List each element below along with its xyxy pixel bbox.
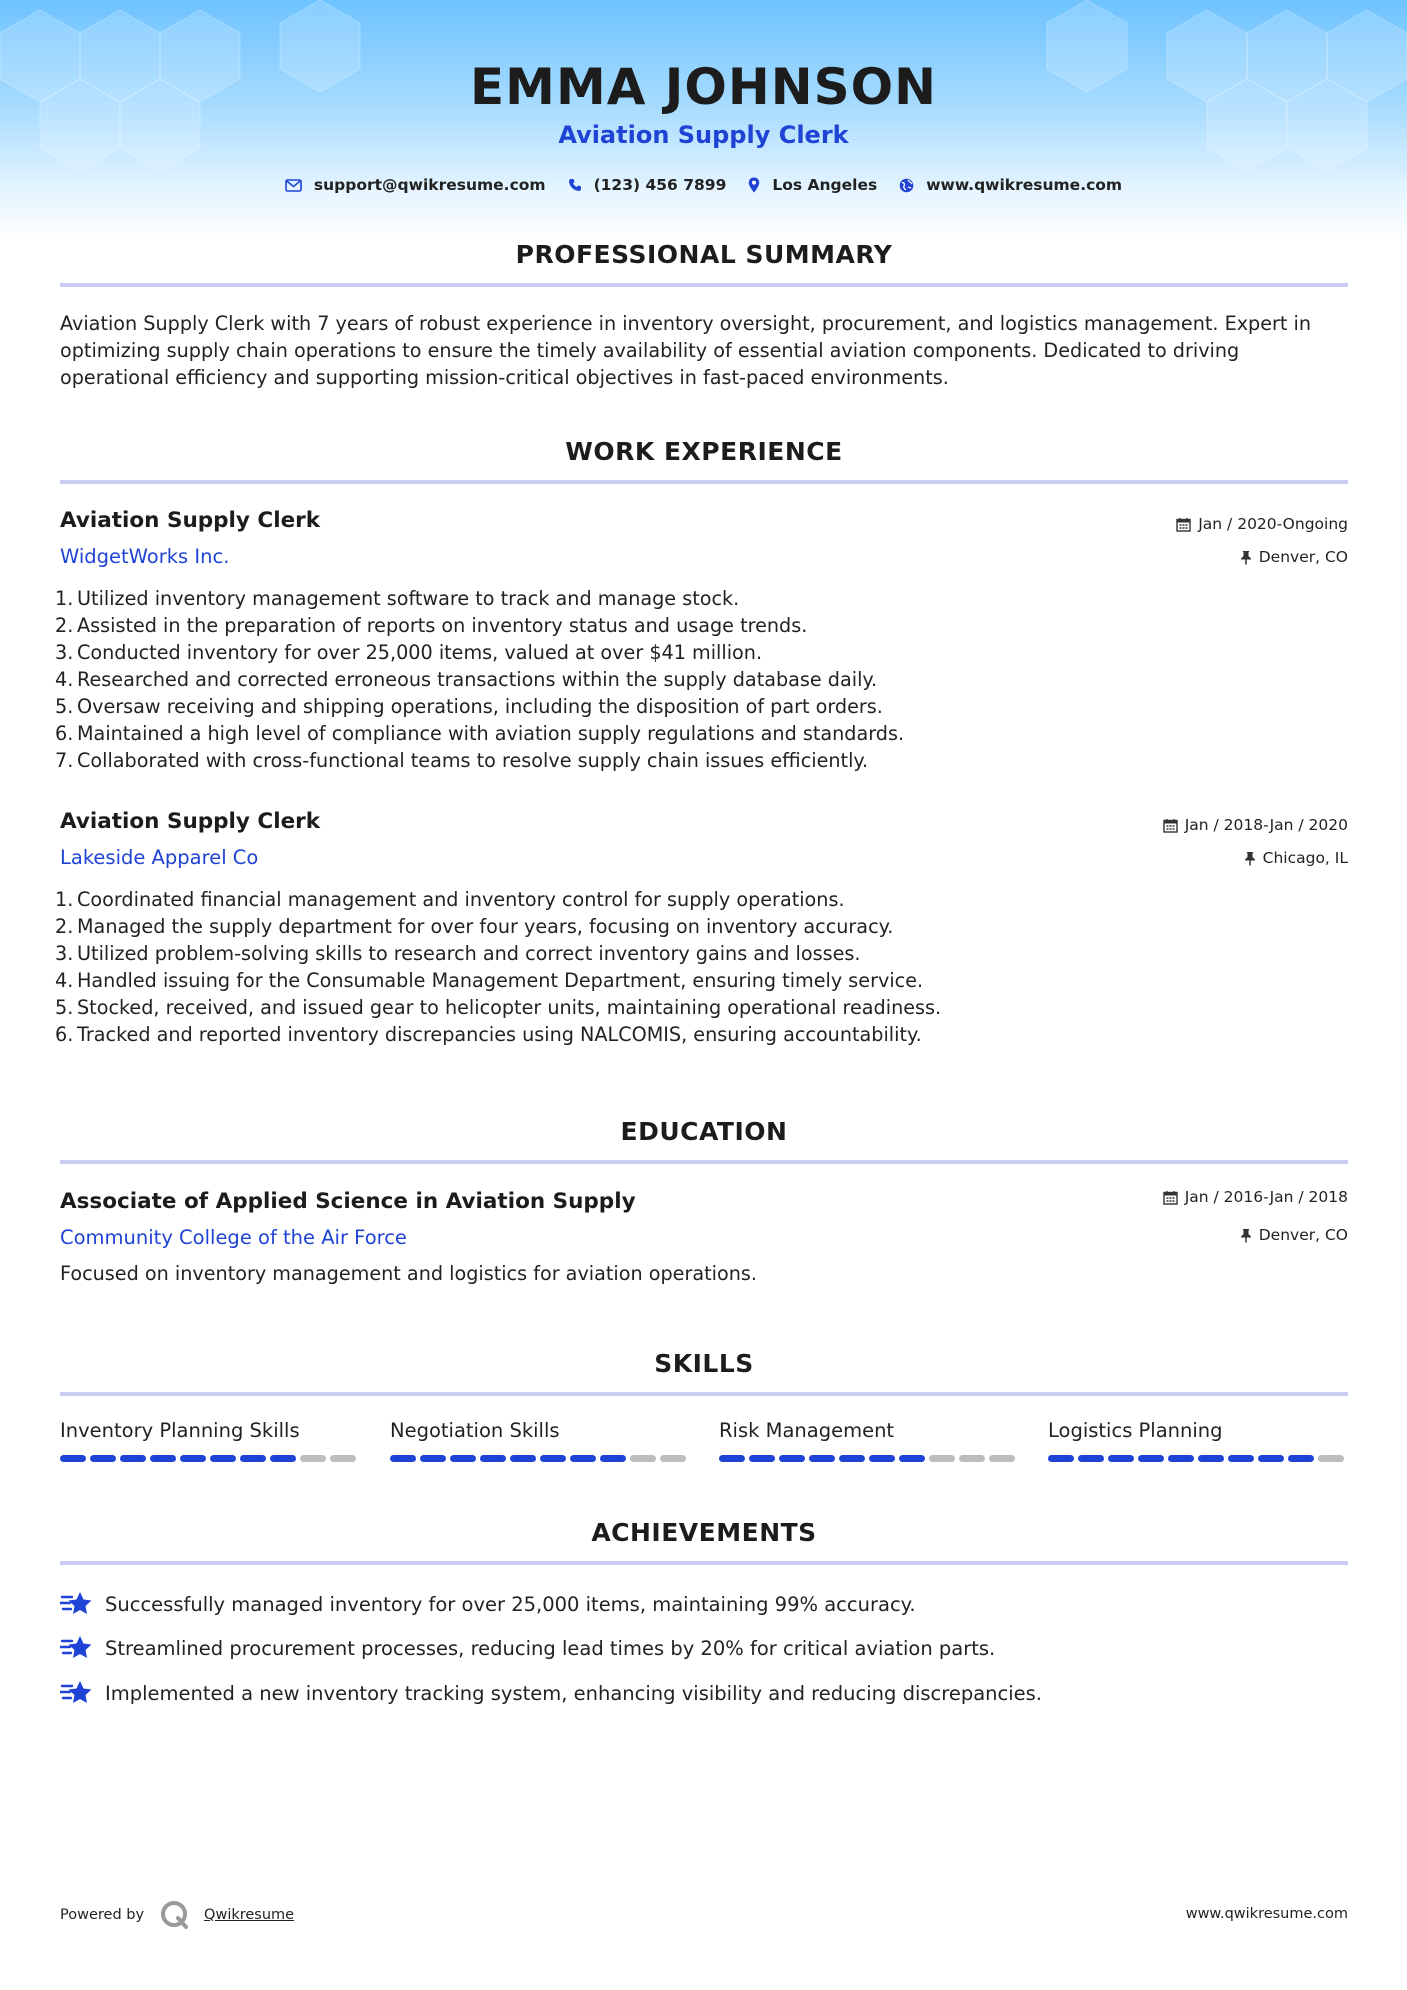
star-icon — [60, 1678, 94, 1708]
summary-divider — [60, 283, 1348, 287]
skill-name: Risk Management — [719, 1419, 895, 1442]
skill-segment-empty — [630, 1455, 656, 1462]
skill-segment-filled — [540, 1455, 566, 1462]
bullet-text: Coordinated financial management and inventory control for supply operations. — [77, 888, 845, 911]
education-location-text: Denver, CO — [1258, 1226, 1348, 1244]
list-item: 6. Tracked and reported inventory discrepancies using NALCOMIS, ensuring accountability. — [55, 1023, 922, 1046]
achievement-text: Streamlined procurement processes, reducing lead times by 20% for critical aviation parts. — [105, 1636, 996, 1660]
education-dates-text: Jan / 2016-Jan / 2018 — [1184, 1188, 1348, 1206]
skill-segment-filled — [420, 1455, 446, 1462]
skill-segment-filled — [779, 1455, 805, 1462]
contact-bar — [0, 173, 1407, 197]
skill-segment-filled — [809, 1455, 835, 1462]
contact-phone[interactable] — [568, 176, 727, 194]
star-icon — [60, 1589, 94, 1619]
contact-website[interactable] — [899, 176, 1122, 194]
job-title: Aviation Supply Clerk — [60, 809, 321, 834]
skill-segment-filled — [180, 1455, 206, 1462]
job-dates — [1163, 816, 1348, 834]
skill-item — [390, 1419, 690, 1462]
list-item: 1. Coordinated financial management and inventory control for supply operations. — [55, 888, 845, 911]
skill-segment-filled — [1048, 1455, 1074, 1462]
skills-divider — [60, 1392, 1348, 1396]
skill-segment-filled — [899, 1455, 925, 1462]
skill-segment-filled — [1258, 1455, 1284, 1462]
skill-segment-filled — [869, 1455, 895, 1462]
skill-level-bar — [1048, 1455, 1348, 1462]
skill-segment-filled — [270, 1455, 296, 1462]
list-item: 5. Stocked, received, and issued gear to helicopter units, maintaining operational readiness. — [55, 996, 942, 1019]
skill-level-bar — [719, 1455, 1019, 1462]
envelope-icon — [285, 179, 302, 192]
contact-email-text: support@qwikresume.com — [313, 176, 546, 194]
calendar-icon — [1176, 517, 1191, 532]
job-location — [1240, 548, 1348, 566]
skill-segment-filled — [1108, 1455, 1134, 1462]
pushpin-icon — [1240, 1228, 1252, 1243]
skill-segment-filled — [600, 1455, 626, 1462]
skill-segment-empty — [660, 1455, 686, 1462]
bullet-text: Managed the supply department for over four years, focusing on inventory accuracy. — [77, 915, 894, 938]
header-background — [0, 0, 1407, 240]
skill-level-bar — [60, 1455, 360, 1462]
job-dates-text: Jan / 2018-Jan / 2020 — [1184, 816, 1348, 834]
globe-icon — [899, 178, 914, 193]
skill-segment-filled — [150, 1455, 176, 1462]
qwikresume-logo-icon — [160, 1900, 190, 1930]
pushpin-icon — [1244, 851, 1256, 866]
footer-website[interactable]: www.qwikresume.com — [1185, 1906, 1348, 1922]
star-icon — [60, 1633, 94, 1663]
achievements-divider — [60, 1561, 1348, 1565]
list-item: 5. Oversaw receiving and shipping operations, including the disposition of part orders. — [55, 695, 883, 718]
skill-segment-filled — [839, 1455, 865, 1462]
degree-title: Associate of Applied Science in Aviation Supply — [60, 1189, 636, 1214]
candidate-role: Aviation Supply Clerk — [558, 121, 849, 149]
skills-heading: SKILLS — [654, 1349, 754, 1378]
skill-segment-filled — [450, 1455, 476, 1462]
hexagon-pattern — [0, 0, 1407, 240]
skill-segment-filled — [480, 1455, 506, 1462]
education-heading: EDUCATION — [620, 1117, 788, 1146]
calendar-icon — [1163, 818, 1178, 833]
skill-item — [60, 1419, 360, 1462]
skill-segment-filled — [210, 1455, 236, 1462]
bullet-text: Collaborated with cross-functional teams to resolve supply chain issues efficiently. — [77, 749, 869, 772]
education-dates — [1163, 1188, 1348, 1206]
skill-segment-filled — [1228, 1455, 1254, 1462]
job-location-text: Denver, CO — [1258, 548, 1348, 566]
bullet-text: Tracked and reported inventory discrepancies using NALCOMIS, ensuring accountability. — [77, 1023, 922, 1046]
bullet-text: Utilized problem-solving skills to research and correct inventory gains and losses. — [77, 942, 861, 965]
list-item: 2. Managed the supply department for over four years, focusing on inventory accuracy. — [55, 915, 894, 938]
list-item: 1. Utilized inventory management software to track and manage stock. — [55, 587, 740, 610]
contact-location-text: Los Angeles — [772, 176, 878, 194]
list-item: 6. Maintained a high level of compliance with aviation supply regulations and standards. — [55, 722, 905, 745]
phone-icon — [568, 178, 582, 192]
experience-heading: WORK EXPERIENCE — [565, 437, 843, 466]
job-title: Aviation Supply Clerk — [60, 508, 321, 533]
summary-text: Aviation Supply Clerk with 7 years of robust experience in inventory oversight, procurement, and logistics management. Expert in optimizing supply chain operations to ensure the timely availability of essential aviation components. Dedicated to driving operational efficiency and supporting mission-critical objectives in fast-paced environments. — [60, 312, 1312, 389]
achievements-heading: ACHIEVEMENTS — [591, 1518, 817, 1547]
candidate-name: EMMA JOHNSON — [470, 58, 937, 116]
school-name: Community College of the Air Force — [60, 1226, 407, 1249]
list-item: 7. Collaborated with cross-functional teams to resolve supply chain issues efficiently. — [55, 749, 869, 772]
skill-segment-filled — [120, 1455, 146, 1462]
list-item: 3. Utilized problem-solving skills to research and correct inventory gains and losses. — [55, 942, 861, 965]
bullet-text: Utilized inventory management software to track and manage stock. — [77, 587, 740, 610]
skill-segment-filled — [60, 1455, 86, 1462]
skill-segment-filled — [510, 1455, 536, 1462]
job-bullets — [55, 585, 1255, 774]
bullet-text: Handled issuing for the Consumable Management Department, ensuring timely service. — [77, 969, 924, 992]
list-item: 4. Researched and corrected erroneous transactions within the supply database daily. — [55, 668, 878, 691]
pushpin-icon — [1240, 550, 1252, 565]
skill-item — [719, 1419, 1019, 1462]
summary-heading: PROFESSIONAL SUMMARY — [515, 240, 893, 269]
bullet-text: Oversaw receiving and shipping operations, including the disposition of part orders. — [77, 695, 883, 718]
skill-name: Inventory Planning Skills — [60, 1419, 300, 1442]
job-bullets — [55, 886, 1255, 1048]
skill-segment-empty — [959, 1455, 985, 1462]
achievement-item — [60, 1633, 1348, 1663]
job-dates-text: Jan / 2020-Ongoing — [1198, 515, 1348, 533]
skill-segment-filled — [1198, 1455, 1224, 1462]
map-pin-icon — [748, 177, 760, 193]
job-dates — [1176, 515, 1348, 533]
powered-by-label: Powered by — [60, 1907, 145, 1923]
skill-segment-filled — [240, 1455, 266, 1462]
skill-segment-filled — [90, 1455, 116, 1462]
contact-website-text: www.qwikresume.com — [926, 176, 1123, 194]
bullet-text: Conducted inventory for over 25,000 items, valued at over $41 million. — [77, 641, 763, 664]
skill-item — [1048, 1419, 1348, 1462]
experience-divider — [60, 480, 1348, 484]
skill-segment-empty — [929, 1455, 955, 1462]
education-description: Focused on inventory management and logistics for aviation operations. — [60, 1262, 757, 1285]
skill-segment-filled — [1288, 1455, 1314, 1462]
bullet-text: Maintained a high level of compliance with aviation supply regulations and standards. — [77, 722, 905, 745]
achievement-text: Successfully managed inventory for over 25,000 items, maintaining 99% accuracy. — [105, 1592, 916, 1616]
skill-segment-empty — [300, 1455, 326, 1462]
skill-segment-filled — [1138, 1455, 1164, 1462]
job-location — [1244, 849, 1348, 867]
skill-segment-filled — [1078, 1455, 1104, 1462]
job-company: WidgetWorks Inc. — [60, 545, 230, 568]
contact-location — [748, 176, 877, 194]
bullet-text: Stocked, received, and issued gear to helicopter units, maintaining operational readiness. — [77, 996, 942, 1019]
skill-segment-filled — [719, 1455, 745, 1462]
footer-powered-by — [60, 1900, 294, 1930]
skill-segment-empty — [330, 1455, 356, 1462]
list-item: 2. Assisted in the preparation of reports on inventory status and usage trends. — [55, 614, 808, 637]
skill-segment-empty — [989, 1455, 1015, 1462]
skill-name: Logistics Planning — [1048, 1419, 1223, 1442]
bullet-text: Assisted in the preparation of reports on inventory status and usage trends. — [77, 614, 808, 637]
achievement-item — [60, 1678, 1348, 1708]
job-location-text: Chicago, IL — [1262, 849, 1348, 867]
calendar-icon — [1163, 1190, 1178, 1205]
list-item: 4. Handled issuing for the Consumable Management Department, ensuring timely service. — [55, 969, 924, 992]
bullet-text: Researched and corrected erroneous transactions within the supply database daily. — [77, 668, 878, 691]
brand-link[interactable]: Qwikresume — [204, 1907, 295, 1923]
skill-name: Negotiation Skills — [390, 1419, 560, 1442]
job-company: Lakeside Apparel Co — [60, 846, 259, 869]
education-divider — [60, 1160, 1348, 1164]
skill-segment-filled — [570, 1455, 596, 1462]
skill-segment-empty — [1318, 1455, 1344, 1462]
achievement-text: Implemented a new inventory tracking system, enhancing visibility and reducing discrepancies. — [105, 1681, 1043, 1705]
list-item: 3. Conducted inventory for over 25,000 items, valued at over $41 million. — [55, 641, 763, 664]
education-location — [1240, 1226, 1348, 1244]
skill-segment-filled — [749, 1455, 775, 1462]
contact-phone-text: (123) 456 7899 — [593, 176, 727, 194]
contact-email[interactable] — [285, 176, 546, 194]
achievement-item — [60, 1589, 1348, 1619]
skill-segment-filled — [390, 1455, 416, 1462]
skill-segment-filled — [1168, 1455, 1194, 1462]
skill-level-bar — [390, 1455, 690, 1462]
